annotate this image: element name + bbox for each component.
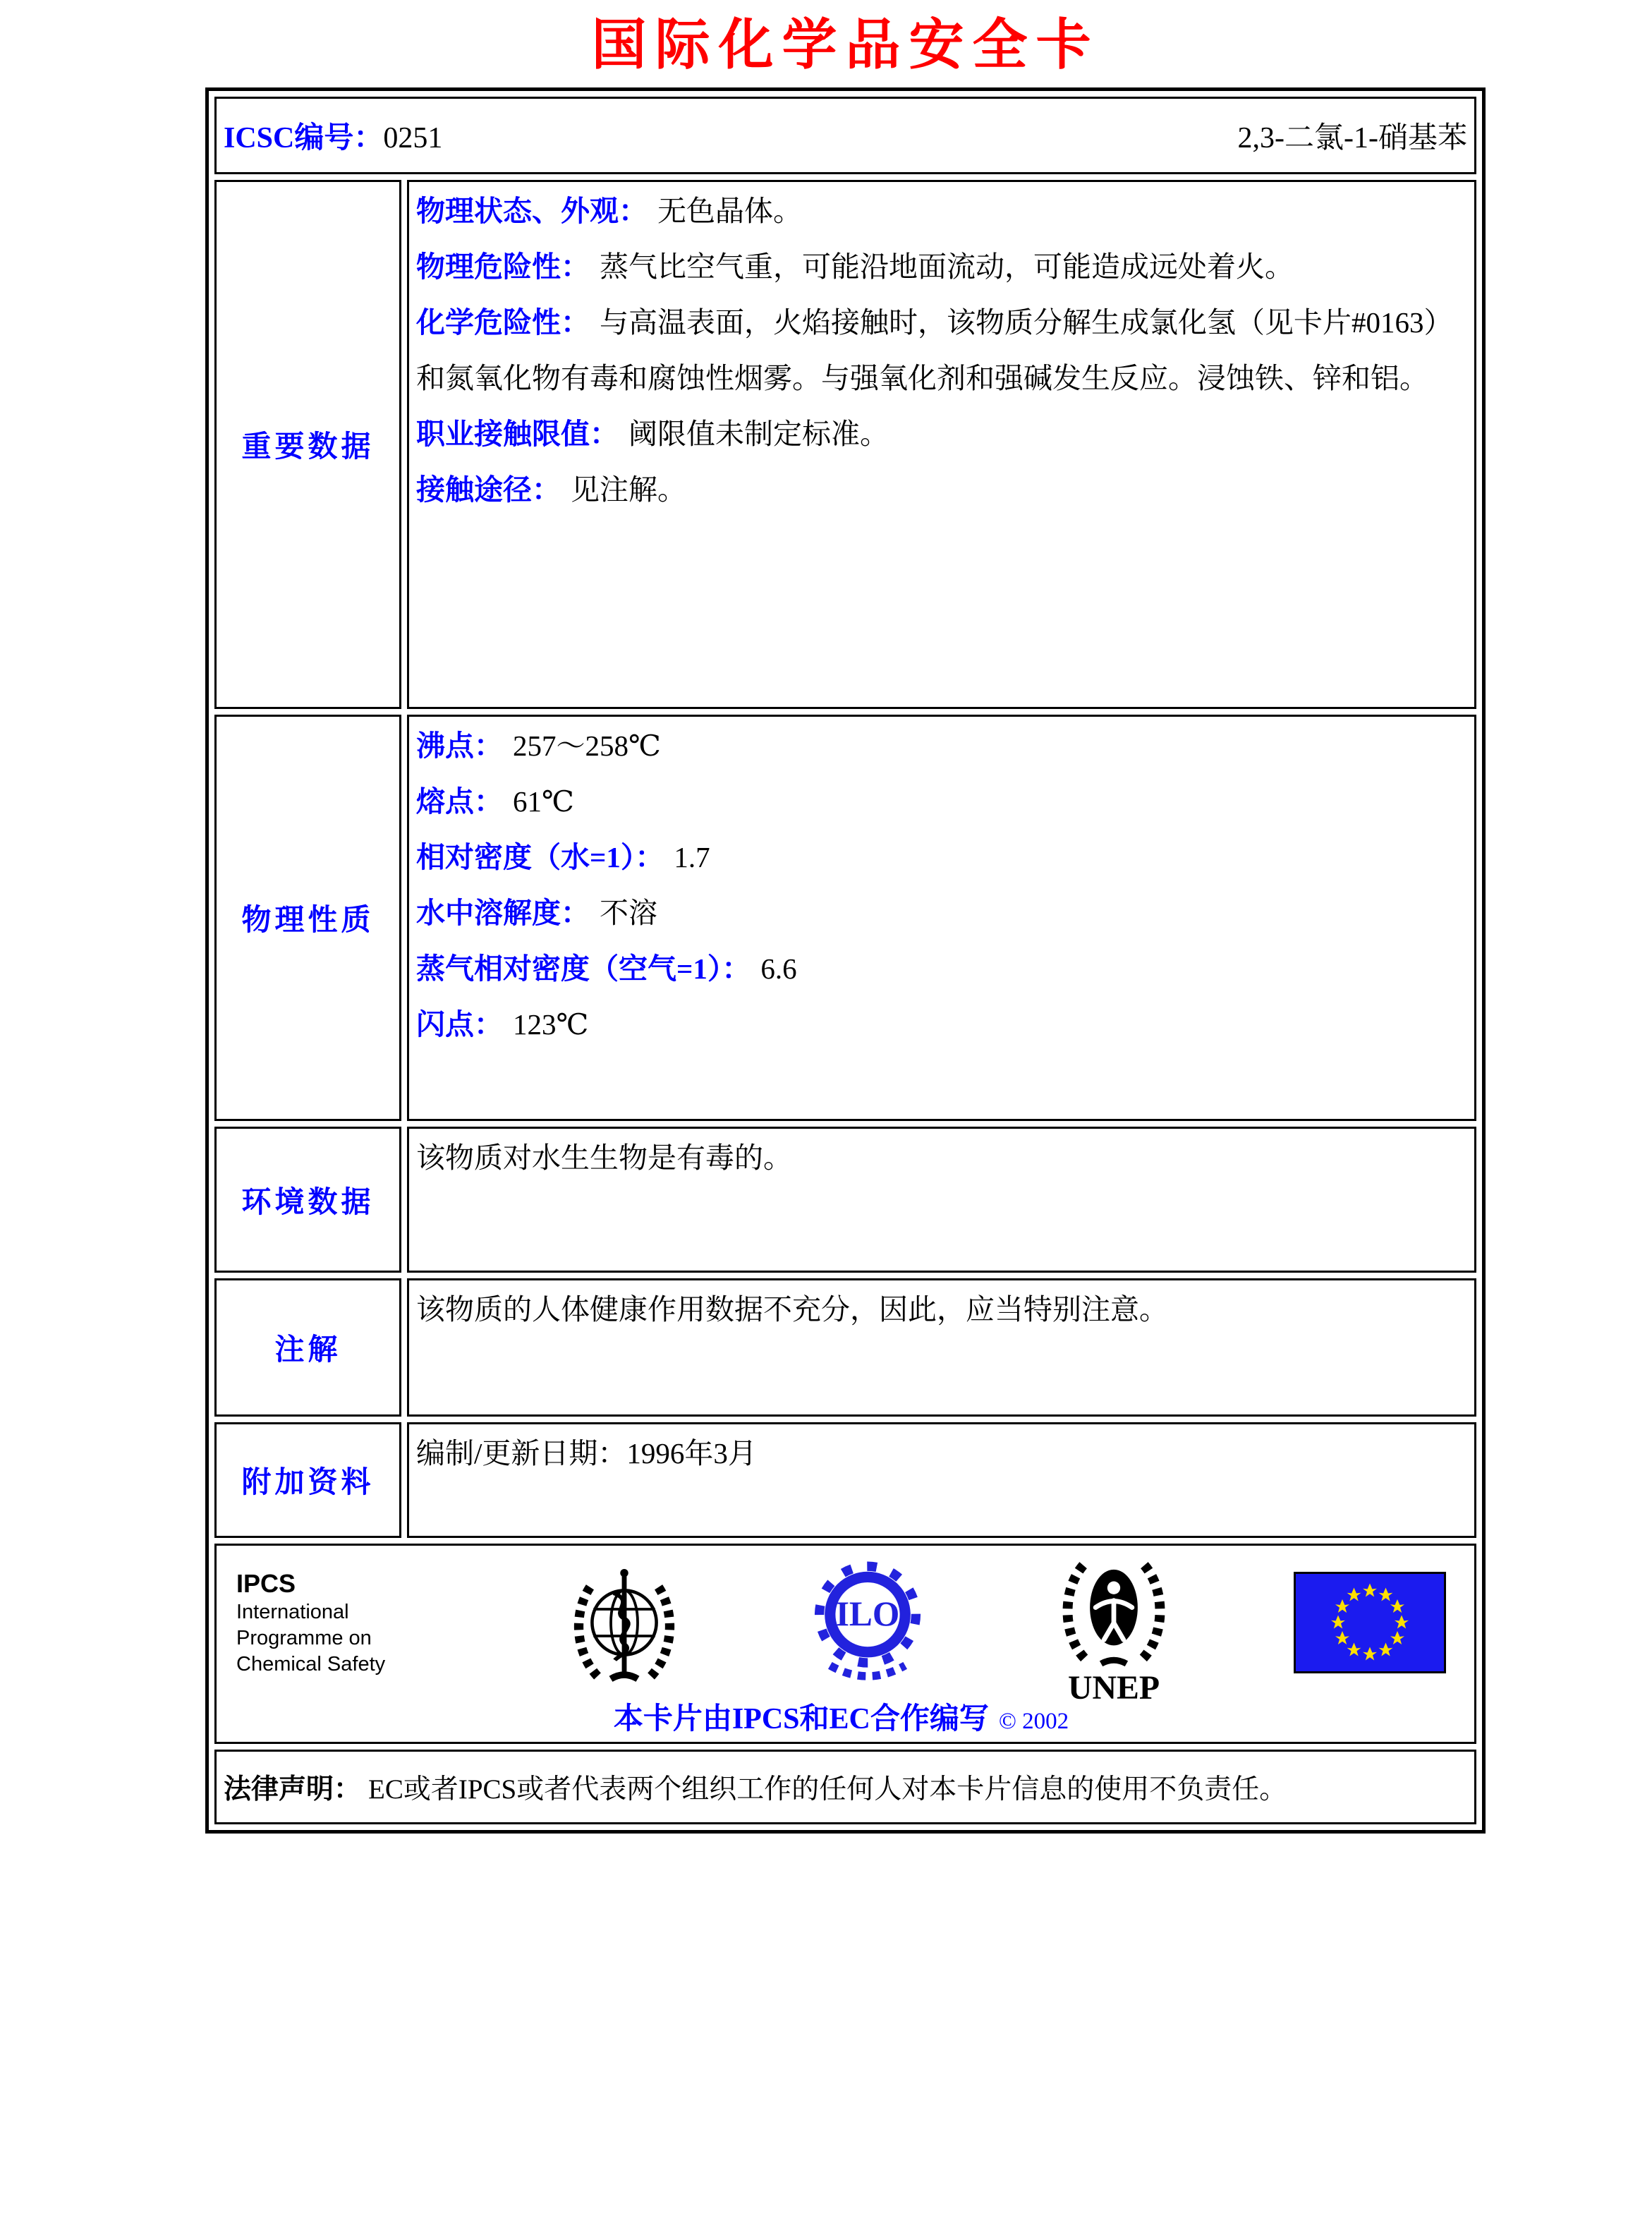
entry-text: 编制/更新日期：1996年3月 — [416, 1437, 757, 1470]
ipcs-title: IPCS — [236, 1568, 296, 1598]
entry-label: 物理危险性： — [416, 250, 590, 283]
entry-label: 蒸气相对密度（空气=1）： — [416, 952, 751, 985]
entry-occupational-limit — [416, 406, 1466, 462]
header-row — [214, 97, 1476, 174]
entry-label: 接触途径： — [416, 473, 561, 506]
legal-label: 法律声明： — [224, 1774, 362, 1805]
entry-label: 闪点： — [416, 1008, 503, 1041]
entry-text: 6.6 — [760, 952, 797, 985]
entry-text: 不溶 — [600, 897, 657, 929]
entry-environmental — [416, 1130, 1466, 1186]
section-row-environmental-data — [214, 1127, 1476, 1273]
icsc-number-group — [224, 114, 442, 157]
header-cell — [214, 97, 1476, 174]
entry-text: 123℃ — [513, 1008, 589, 1041]
credit-line — [236, 1695, 1446, 1738]
entry-label: 沸点： — [416, 729, 503, 762]
entry-text: 该物质对水生生物是有毒的。 — [416, 1141, 792, 1174]
section-label-environmental-data: 环境数据 — [214, 1127, 401, 1273]
entry-text: 61℃ — [513, 785, 574, 818]
icsc-number-label: ICSC编号： — [224, 122, 384, 154]
section-row-physical-properties — [214, 715, 1476, 1121]
legal-cell — [214, 1750, 1476, 1824]
entry-notes — [416, 1282, 1466, 1338]
entry-relative-density — [416, 830, 1466, 885]
entry-text: 见注解。 — [571, 473, 686, 506]
section-row-notes — [214, 1278, 1476, 1417]
unep-logo-icon — [1043, 1540, 1184, 1706]
entry-water-solubility — [416, 885, 1466, 941]
icsc-number-value: 0251 — [383, 122, 443, 154]
entry-label: 水中溶解度： — [416, 897, 590, 929]
section-label-physical-properties: 物理性质 — [214, 715, 401, 1121]
entry-update-date — [416, 1426, 1466, 1481]
entry-label: 物理状态、外观： — [416, 195, 648, 227]
chemical-name: 2,3-二氯-1-硝基苯 — [1237, 122, 1467, 154]
entry-text: 1.7 — [674, 841, 710, 873]
footer-cell — [214, 1544, 1476, 1744]
entry-boiling-point — [416, 718, 1466, 774]
section-content-environmental-data — [407, 1127, 1476, 1273]
ipcs-subtitle-line: Programme on — [236, 1626, 372, 1649]
section-label-additional-info: 附加资料 — [214, 1422, 401, 1538]
section-label-notes: 注解 — [214, 1278, 401, 1417]
entry-text: 无色晶体。 — [657, 195, 802, 227]
entry-physical-hazard — [416, 239, 1466, 295]
section-content-important-data — [407, 180, 1476, 709]
who-logo-icon — [557, 1556, 691, 1690]
section-row-important-data — [214, 180, 1476, 709]
entry-label: 化学危险性： — [416, 306, 590, 339]
entry-label: 职业接触限值： — [416, 418, 619, 450]
legal-text: EC或者IPCS或者代表两个组织工作的任何人对本卡片信息的使用不负责任。 — [368, 1774, 1287, 1805]
icsc-card-table — [205, 87, 1486, 1834]
entry-chemical-hazard — [416, 295, 1466, 406]
credit-text: 本卡片由IPCS和EC合作编写 — [613, 1703, 989, 1735]
eu-flag-icon — [1294, 1572, 1446, 1673]
entry-melting-point — [416, 774, 1466, 830]
entry-flash-point — [416, 997, 1466, 1053]
section-row-additional-info — [214, 1422, 1476, 1538]
ilo-letters: ILO — [835, 1594, 899, 1633]
section-label-important-data: 重要数据 — [214, 180, 401, 709]
ilo-logo-icon — [801, 1556, 935, 1690]
ipcs-subtitle-line: Chemical Safety — [236, 1652, 386, 1675]
footer-row — [214, 1544, 1476, 1744]
page-title: 国际化学品安全卡 — [591, 14, 1100, 75]
logo-row — [236, 1556, 1446, 1706]
credit-year: © 2002 — [998, 1709, 1069, 1734]
entry-text: 阈限值未制定标准。 — [628, 418, 889, 450]
section-content-notes — [407, 1278, 1476, 1417]
ipcs-subtitle-line: International — [236, 1600, 349, 1623]
legal-row — [214, 1750, 1476, 1824]
entry-label: 熔点： — [416, 785, 503, 818]
entry-vapor-density — [416, 941, 1466, 997]
section-content-additional-info — [407, 1422, 1476, 1538]
unep-letters: UNEP — [1068, 1668, 1160, 1706]
entry-physical-state — [416, 183, 1466, 239]
section-content-physical-properties — [407, 715, 1476, 1121]
entry-text: 257～258℃ — [513, 729, 661, 762]
entry-exposure-routes — [416, 462, 1466, 518]
entry-text: 与高温表面，火焰接触时，该物质分解生成氯化氢（见卡片#0163）和氮氧化物有毒和腐蚀性烟雾。与强氧化剂和强碱发生反应。浸蚀铁、锌和铝。 — [416, 306, 1453, 394]
entry-text: 该物质的人体健康作用数据不充分，因此，应当特别注意。 — [416, 1293, 1168, 1326]
ipcs-block — [236, 1568, 448, 1678]
entry-label: 相对密度（水=1）： — [416, 841, 664, 873]
entry-text: 蒸气比空气重，可能沿地面流动，可能造成远处着火。 — [600, 250, 1294, 283]
